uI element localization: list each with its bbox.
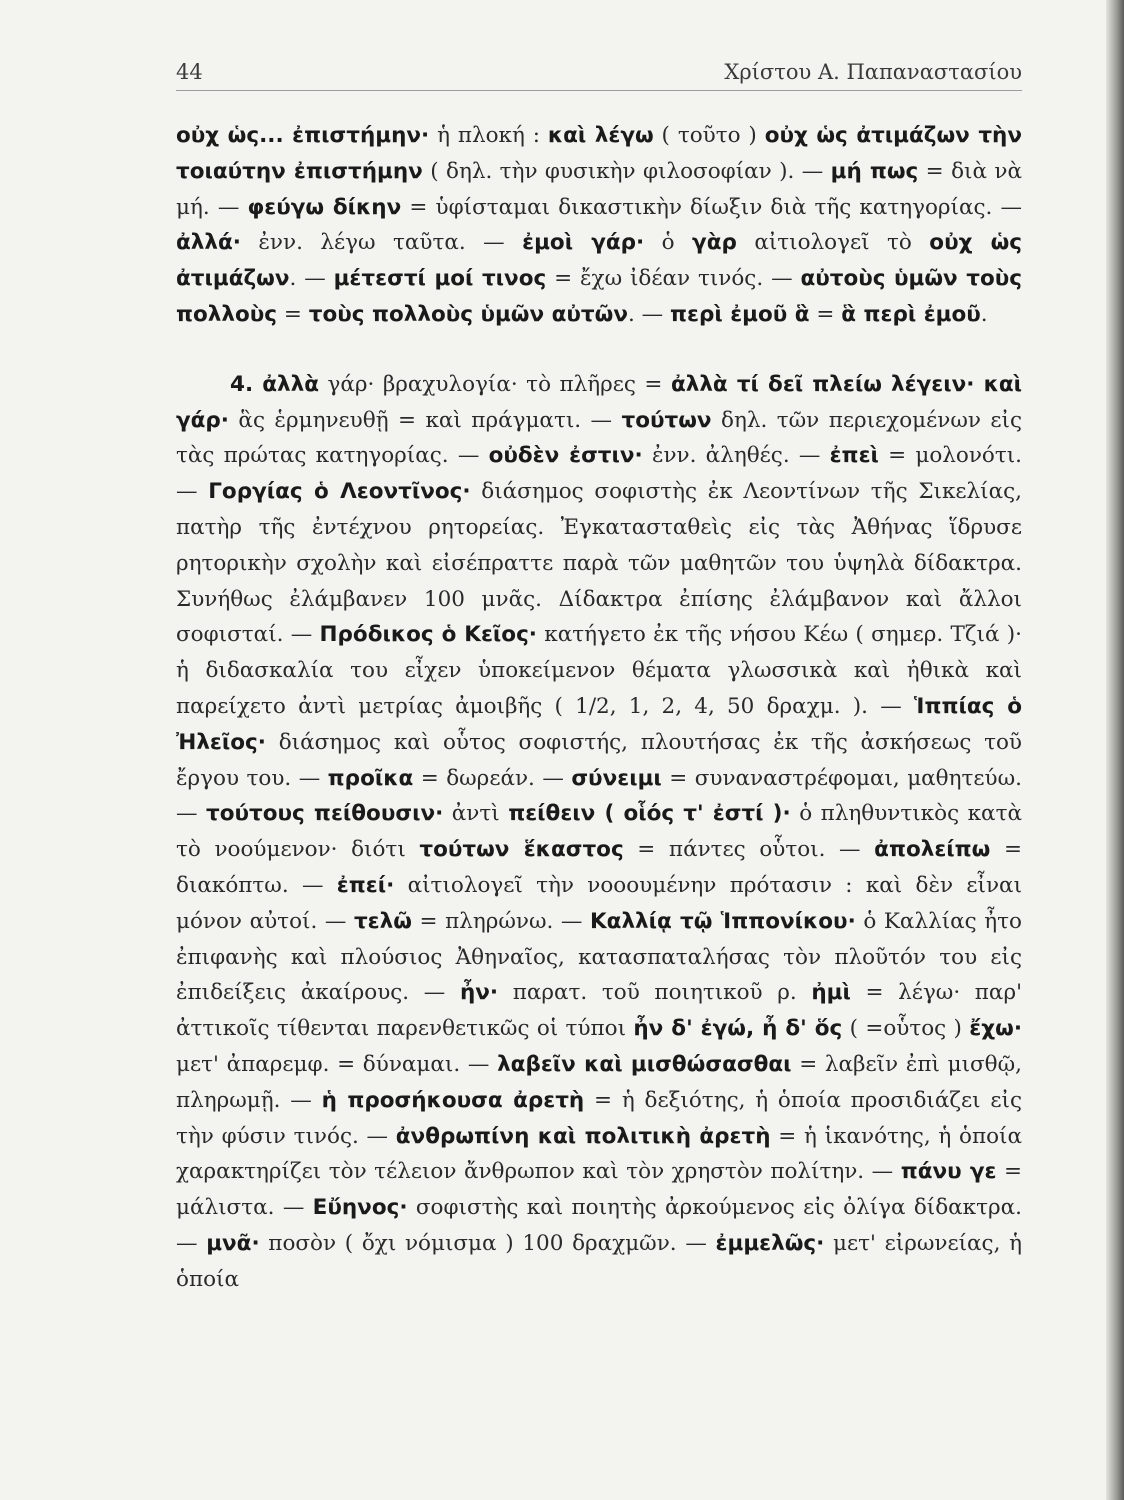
lemma: ἐπεὶ (829, 443, 879, 469)
gloss: ( =οὗτος ) (842, 1016, 970, 1042)
page-edge-shadow (1106, 0, 1124, 1500)
lemma: Καλλίᾳ τῷ Ἱππονίκου· (590, 908, 856, 934)
lemma: γὰρ (692, 230, 737, 256)
lemma: μνᾶ· (206, 1230, 260, 1256)
lemma: τούτων (621, 407, 712, 433)
gloss: ἀντὶ (443, 801, 509, 827)
lemma: μέτεστί μοί τινος (333, 266, 547, 292)
gloss: = ἡ ἱκανότης, ἡ ὁποία χαρακτηρίζει τὸν τέλειον ἄνθρωπον καὶ τὸν χρηστὸν πολίτην. — (176, 1123, 1022, 1185)
gloss: = συναναστρέφομαι, μαθητεύω. — (176, 765, 1022, 827)
gloss: . — (627, 301, 670, 327)
lemma: σύνειμι (571, 765, 662, 791)
lemma: ἦν· (459, 980, 499, 1006)
gloss: γάρ· βραχυλογία· τὸ πλῆρες = (319, 371, 671, 397)
lemma: αὐτοὺς ὑμῶν τοὺς πολλοὺς (176, 266, 1022, 327)
running-head: Χρίστου Α. Παπαναστασίου (724, 60, 1022, 84)
lemma: οὐδὲν ἐστιν· (488, 443, 643, 469)
lemma: ἠμὶ (811, 980, 851, 1006)
gloss: ὁ πληθυντικὸς κατὰ τὸ νοούμενον· διότι (176, 801, 1022, 863)
lemma: 4. ἀλλὰ (230, 371, 320, 397)
lemma: τοὺς πολλοὺς ὑμῶν αὐτῶν (308, 301, 628, 327)
gloss: . (980, 301, 988, 327)
lemma: πάνυ γε (900, 1159, 997, 1185)
gloss: = μολονότι. — (176, 443, 1023, 505)
lemma: οὐχ ὡς... ἐπιστήμην· (176, 123, 430, 148)
lemma: ἀνθρωπίνη καὶ πολιτικὴ ἀρετὴ (395, 1123, 771, 1149)
gloss: διάσημος σοφιστὴς ἐκ Λεοντίνων τῆς Σικελίας, πατὴρ τῆς ἐντέχνου ρητορείας. Ἐγκατασταθεὶς εἰς τὰς Ἀθήνας ἵδρυσε ρητορικὴν σχολὴν καὶ εἰσέπραττε παρὰ τῶν μαθητῶν του ὑψηλὰ δίδακτρα. Συνήθως ἐλάμβανεν 100 μνᾶς. Δίδακτρα ἐπίσης ἐλάμβανον καὶ ἄλλοι σοφισταί. — (176, 479, 1022, 648)
gloss: = ἡ δεξιότης, ἡ ὁποία προσιδιάζει εἰς τὴν φύσιν τινός. — (176, 1087, 1023, 1149)
lemma: ἦν δ' ἐγώ, ἦ δ' ὅς (633, 1016, 843, 1042)
commentary-text (176, 118, 1022, 1298)
lemma: μή πως (830, 158, 919, 184)
gloss: ( δηλ. τὴν φυσικὴν φιλοσοφίαν ). — (422, 158, 831, 184)
gloss: = πληρώνω. — (411, 908, 591, 934)
gloss: = ὑφίσταμαι δικαστικὴν δίωξιν διὰ τῆς κατηγορίας. — (401, 194, 1023, 220)
paragraph-notes-4 (176, 367, 1022, 1298)
gloss: = πάντες οὗτοι. — (623, 837, 875, 863)
gloss: παρατ. τοῦ ποιητικοῦ ρ. (498, 980, 812, 1006)
gloss: μετ' εἰρωνείας, ἡ ὁποία (176, 1230, 1022, 1292)
gloss: = διακόπτω. — (176, 837, 1022, 898)
gloss: = λαβεῖν ἐπὶ μισθῷ, πληρωμῇ. — (176, 1051, 1022, 1113)
gloss: = μάλιστα. — (176, 1159, 1022, 1221)
lemma: πείθειν ( οἷός τ' ἐστί )· (508, 801, 791, 827)
gloss: = λέγω· παρ' ἀττικοῖς τίθενται παρενθετικῶς οἱ τύποι (176, 980, 1022, 1042)
gloss: . — (289, 266, 334, 292)
paragraph-notes-3 (176, 118, 1022, 333)
lemma: Γοργίας ὁ Λεοντῖνος· (208, 479, 471, 505)
gloss: μετ' ἀπαρεμφ. = δύναμαι. — (176, 1051, 498, 1077)
lemma: ἐμμελῶς· (715, 1230, 825, 1256)
gloss: ἡ πλοκή : (429, 123, 548, 148)
gloss: αἰτιολογεῖ τὸ (736, 230, 930, 256)
gloss: κατήγετο ἐκ τῆς νήσου Κέω ( σημερ. Τζιά )· ἡ διδασκαλία του εἶχεν ὑποκείμενον θέματα γλωσσικὰ καὶ ἠθικὰ καὶ παρείχετο ἀντὶ μετρίας ἀμοιβῆς ( 1/2, 1, 2, 4, 50 δραχμ. ). — (176, 622, 1022, 719)
lemma: ἀλλά· (176, 230, 241, 256)
gloss: αἰτιολογεῖ τὴν νοοουμένην πρότασιν : καὶ δὲν εἶναι μόνον αὐτοί. — (176, 872, 1022, 934)
lemma: ἐμοὶ γάρ· (522, 230, 645, 256)
lemma: Ἱππίας ὁ Ἠλεῖος· (176, 693, 1022, 755)
lemma: Εὔηνος· (312, 1195, 408, 1221)
gloss: ἐνν. λέγω ταῦτα. — (240, 230, 523, 256)
lemma: προῖκα (327, 765, 414, 791)
page-number: 44 (176, 60, 203, 84)
page-header (176, 56, 1022, 91)
lemma: τούτων ἕκαστος (419, 837, 624, 863)
lemma: Πρόδικος ὁ Κεῖος· (319, 622, 537, 648)
lemma: ἀλλὰ τί δεῖ πλείω λέγειν· καὶ γάρ· (176, 371, 1022, 433)
gloss: ἃς ἑρμηνευθῇ = καὶ πράγματι. — (228, 407, 622, 433)
lemma: ἔχω· (969, 1016, 1022, 1042)
gloss: ( τοῦτο ) (653, 123, 765, 148)
gloss: διάσημος καὶ οὗτος σοφιστής, πλουτήσας ἐκ τῆς ἀσκήσεως τοῦ ἔργου του. — (176, 729, 1022, 791)
lemma: τελῶ (353, 908, 412, 934)
gloss: σοφιστὴς καὶ ποιητὴς ἀρκούμενος εἰς ὀλίγα δίδακτρα. — (176, 1195, 1022, 1256)
lemma: ἡ προσήκουσα ἀρετὴ (321, 1087, 585, 1113)
gloss: = ἔχω ἰδέαν τινός. — (546, 266, 801, 292)
gloss: δηλ. τῶν περιεχομένων εἰς τὰς πρώτας κατηγορίας. — (176, 407, 1022, 469)
lemma: ἐπεί· (336, 872, 395, 898)
gloss: = δωρεάν. — (413, 765, 572, 791)
lemma: οὐχ ὡς ἀτιμάζων τὴν τοιαύτην ἐπιστήμην (176, 123, 1023, 184)
lemma: οὐχ ὡς ἀτιμάζων (176, 230, 1022, 292)
gloss: = (809, 301, 842, 327)
lemma: λαβεῖν καὶ μισθώσασθαι (497, 1051, 792, 1077)
gloss: ἐνν. ἀληθές. — (642, 443, 830, 469)
gloss: = διὰ νὰ μή. — (176, 158, 1022, 220)
gloss: ποσὸν ( ὄχι νόμισμα ) 100 δραχμῶν. — (259, 1230, 716, 1256)
gloss: = (277, 301, 309, 327)
lemma: περὶ ἐμοῦ ἃ (669, 301, 810, 327)
lemma: καὶ λέγω (547, 123, 654, 148)
gloss: ὁ Καλλίας ἦτο ἐπιφανὴς καὶ πλούσιος Ἀθηναῖος, κατασπαταλήσας τὸν πλοῦτόν του εἰς ἐπιδείξεις ἀκαίρους. — (176, 908, 1022, 1006)
gloss: ὁ (644, 230, 693, 256)
lemma: ἀπολείπω (874, 837, 991, 863)
lemma: τούτους πείθουσιν· (206, 801, 444, 827)
lemma: φεύγω δίκην (247, 194, 402, 220)
lemma: ἃ περὶ ἐμοῦ (841, 301, 981, 327)
